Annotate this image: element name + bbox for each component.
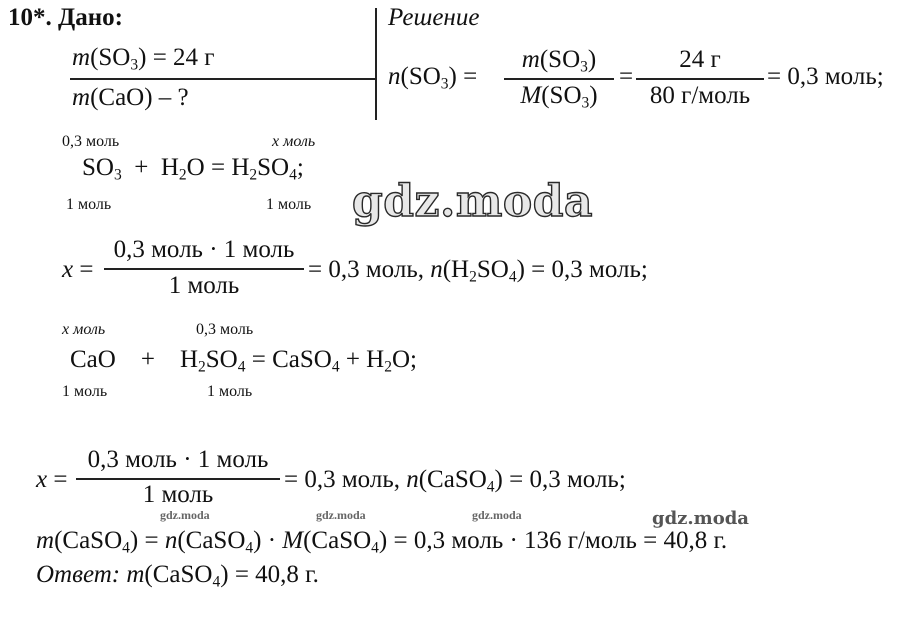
eq-sign: = [619,63,634,90]
n-result: = 0,3 моль; [767,63,884,90]
solution-heading: Решение [388,4,480,31]
x2-label: x = [36,466,68,493]
watermark-logo: gdz.moda [352,176,594,227]
fraction-den-M: $M(SO_3)$ [520,82,598,112]
given-separator [375,8,377,120]
find-mass-cao: m(CaO) – ? [72,84,189,111]
r1-top-right: x моль [272,133,316,150]
fraction-num-m: $m(SO_3)$ [521,46,597,76]
r2-bottom-left: 1 моль [62,383,108,400]
r1-bottom-right: 1 моль [266,196,312,213]
r1-top-left: 0,3 моль [62,133,120,150]
reaction1-equation: $SO_3 + H_2O = H_2SO_4$; [82,154,304,184]
x1-denominator: 1 моль [168,272,240,299]
x1-result: = 0,3 моль, $n(H_2SO_4) = 0,3$ моль; [308,256,648,286]
x2-result: = 0,3 моль, n(CaSO$_4$) = 0,3 моль; [284,466,626,496]
fraction-bar-2 [636,78,764,80]
x2-denominator: 1 моль [142,481,214,508]
watermark-small-2: gdz.moda [316,508,366,522]
x1-fraction-bar [104,268,304,270]
watermark-medium: gdz.moda [652,508,749,529]
fraction-bar-1 [504,78,614,80]
r1-bottom-left: 1 моль [66,196,112,213]
r2-bottom-right: 1 моль [207,383,253,400]
answer-line: Ответ: m(CaSO$_4$) = 40,8 г. [36,561,319,591]
n-so3-label: $n(SO_3)$ = [388,63,478,93]
task-number: 10*. Дано: [8,4,123,31]
x2-fraction-bar [76,478,280,480]
answer-label: Ответ: [36,561,121,588]
x1-label: x = [62,256,94,283]
watermark-small-1: gdz.moda [160,508,210,522]
given-mass-so3: $m(SO_3) = 24$ г [72,44,215,74]
x1-numerator: 0,3 моль · 1 моль [113,236,295,263]
r2-top-right: 0,3 моль [196,321,254,338]
given-heading: Дано: [58,4,123,31]
watermark-small-3: gdz.moda [472,508,522,522]
mass-calculation: m(CaSO$_4$) = n(CaSO$_4$) · M(CaSO$_4$) = 0,3 моль · 136 г/моль = 40,8 г. [36,527,728,557]
fraction-den-80: 80 г/моль [649,82,751,109]
given-divider [70,78,375,80]
reaction2-equation: CaO + $H_2SO_4$ = CaSO$_4$ + $H_2O$; [70,346,417,376]
r2-top-left: x моль [62,321,106,338]
fraction-num-24: 24 г [679,46,721,73]
x2-numerator: 0,3 моль · 1 моль [87,446,269,473]
